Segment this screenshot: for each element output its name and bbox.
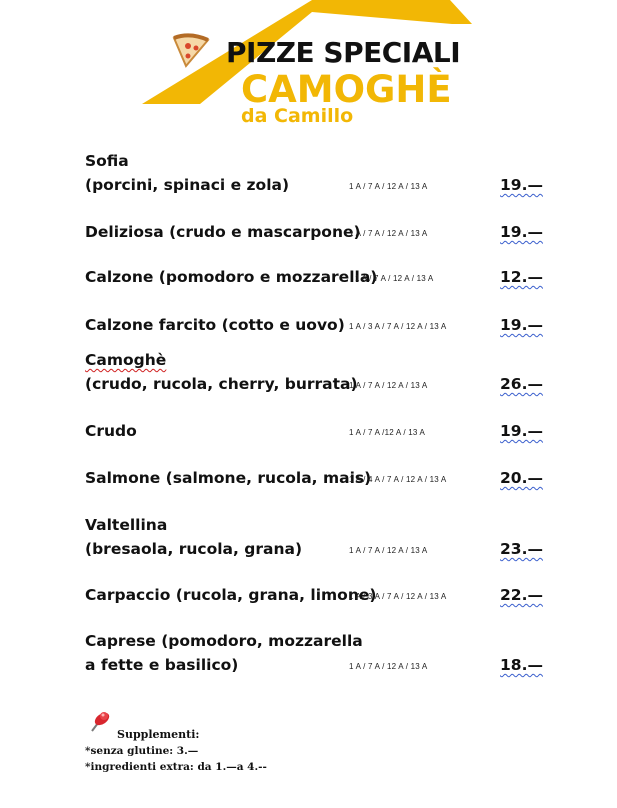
allergen-codes: 1 A / 7 A / 12 A / 13 A — [349, 229, 428, 238]
allergen-codes: 1 A / 7 A / 12 A / 13 A — [349, 381, 428, 390]
pizza-name: Salmone (salmone, rucola, mais) — [85, 469, 372, 487]
pizza-name: Deliziosa (crudo e mascarpone) — [85, 223, 361, 241]
menu-item-calzone — [0, 268, 617, 292]
restaurant-name: CAMOGHÈ — [241, 68, 452, 111]
price: 18.— — [500, 656, 543, 674]
menu-item-crudo — [0, 422, 617, 446]
pizza-name: Crudo — [85, 422, 137, 440]
restaurant-subtitle: da Camillo — [241, 105, 354, 127]
allergen-codes: 1 A / 7 A / 12 A / 13 A — [355, 274, 434, 283]
price: 20.— — [500, 469, 543, 487]
allergen-codes: 1 A / 3 A / 7 A / 12 A / 13 A — [349, 322, 447, 331]
pizza-slice-icon — [168, 30, 212, 70]
price: 22.— — [500, 586, 543, 604]
menu-item-deliziosa — [0, 223, 617, 247]
allergen-codes: 1 A / 7 A / 12 A / 13 A — [349, 662, 428, 671]
price: 19.— — [500, 422, 543, 440]
pizza-ingredients: (bresaola, rucola, grana) — [85, 540, 303, 558]
allergen-codes: 1 A / 7 A / 12 A / 13 A — [349, 546, 428, 555]
pizza-name: Valtellina — [85, 516, 168, 534]
price: 19.— — [500, 223, 543, 241]
gluten-free-supplement: *senza glutine: 3.— — [85, 745, 199, 757]
menu-item-valtellina — [0, 516, 617, 558]
pizza-ingredients: (porcini, spinaci e zola) — [85, 176, 290, 194]
pizza-ingredients: a fette e basilico) — [85, 656, 239, 674]
push-pin-icon — [86, 709, 112, 735]
pizza-name: Carpaccio (rucola, grana, limone) — [85, 586, 377, 604]
pizza-name: Sofia — [85, 152, 129, 170]
price: 26.— — [500, 375, 543, 393]
supplements-section — [0, 705, 617, 805]
menu-item-camoghe — [0, 351, 617, 393]
pizza-name: Calzone (pomodoro e mozzarella) — [85, 268, 378, 286]
menu-item-calzone-farcito — [0, 316, 617, 340]
allergen-codes: 1 A / 3 A / 7 A / 12 A / 13 A — [349, 592, 447, 601]
menu-item-carpaccio — [0, 586, 617, 610]
supplements-title: Supplementi: — [117, 728, 200, 741]
extra-ingredients-supplement: *ingredienti extra: da 1.—a 4.-- — [85, 761, 267, 773]
pizza-name: Caprese (pomodoro, mozzarella — [85, 632, 363, 650]
allergen-codes: 1 A / 7 A /12 A / 13 A — [349, 428, 426, 437]
menu-item-caprese — [0, 632, 617, 674]
pizza-ingredients: (crudo, rucola, cherry, burrata) — [85, 375, 358, 393]
menu-item-salmone — [0, 469, 617, 493]
pizza-name: Camoghè — [85, 351, 167, 369]
price: 12.— — [500, 268, 543, 286]
allergen-codes: 1 A / 7 A / 12 A / 13 A — [349, 182, 428, 191]
price: 19.— — [500, 316, 543, 334]
menu-title: PIZZE SPECIALI — [226, 36, 461, 69]
menu-header — [0, 0, 617, 140]
pizza-name: Calzone farcito (cotto e uovo) — [85, 316, 345, 334]
price: 19.— — [500, 176, 543, 194]
price: 23.— — [500, 540, 543, 558]
menu-item-sofia — [0, 152, 617, 194]
allergen-codes: 1 A / 4 A / 7 A / 12 A / 13 A — [349, 475, 447, 484]
